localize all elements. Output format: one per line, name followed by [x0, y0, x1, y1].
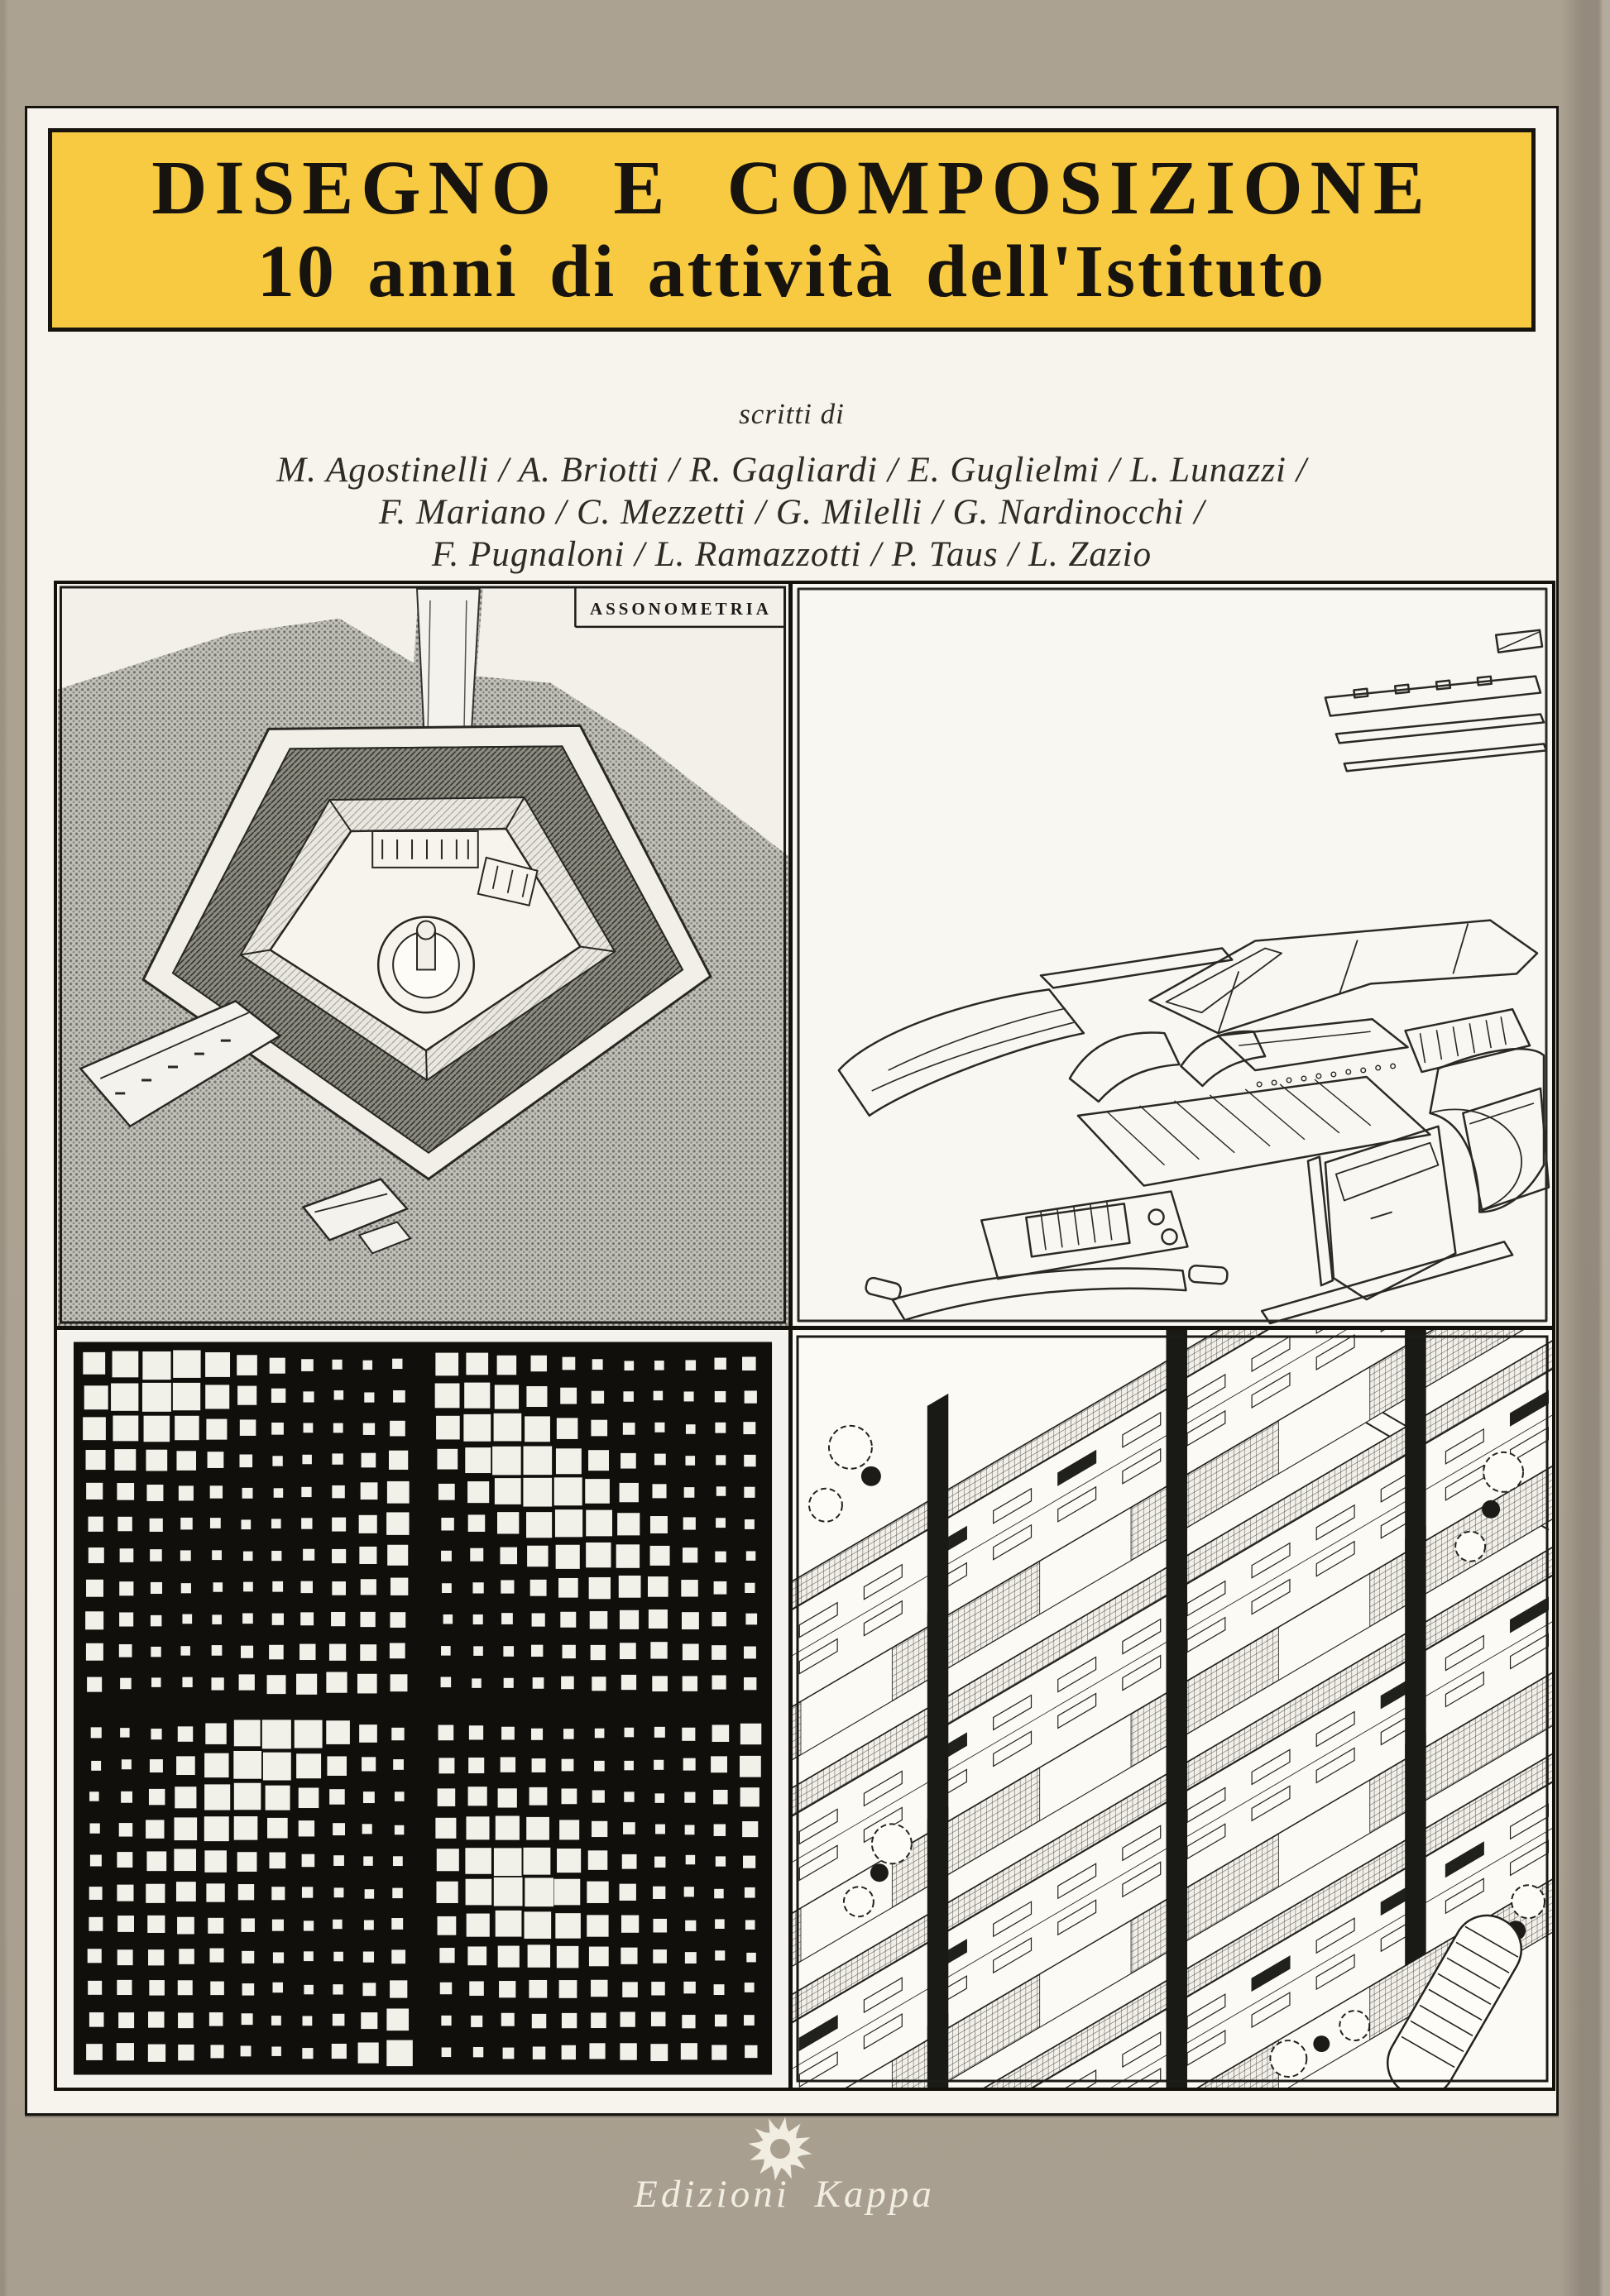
housing-estate-drawing: [793, 1330, 1552, 2088]
title-line-2: 10 anni di attività dell'Istituto: [256, 231, 1327, 313]
plate-axonometry-fortress: [57, 584, 788, 1326]
title-banner: [48, 128, 1536, 332]
plate-housing-estate: [793, 1330, 1552, 2088]
exploded-car-drawing: [793, 584, 1552, 1326]
axonometry-label: ASSONOMETRIA: [590, 598, 772, 619]
authors-line: F. Pugnaloni / L. Ramazzotti / P. Taus / L. Zazio: [431, 535, 1152, 574]
plate-exploded-car: [793, 584, 1552, 1326]
plate-op-art-grid: [57, 1330, 788, 2088]
title-line-1: DISEGNO E COMPOSIZIONE: [151, 146, 1432, 231]
cover-white-panel: [25, 106, 1559, 2116]
plates-grid: [54, 581, 1555, 2091]
op-art-drawing: [57, 1330, 788, 2088]
authors-line: F. Mariano / C. Mezzetti / G. Milelli / G. Nardinocchi /: [378, 493, 1205, 532]
fortress-drawing: [57, 584, 788, 1326]
publisher-name: Edizioni Kappa: [634, 2173, 935, 2216]
authors-intro: scritti di: [739, 398, 845, 430]
authors-line: M. Agostinelli / A. Briotti / R. Gagliardi / E. Guglielmi / L. Lunazzi /: [276, 451, 1307, 490]
authors-block: [27, 398, 1556, 576]
